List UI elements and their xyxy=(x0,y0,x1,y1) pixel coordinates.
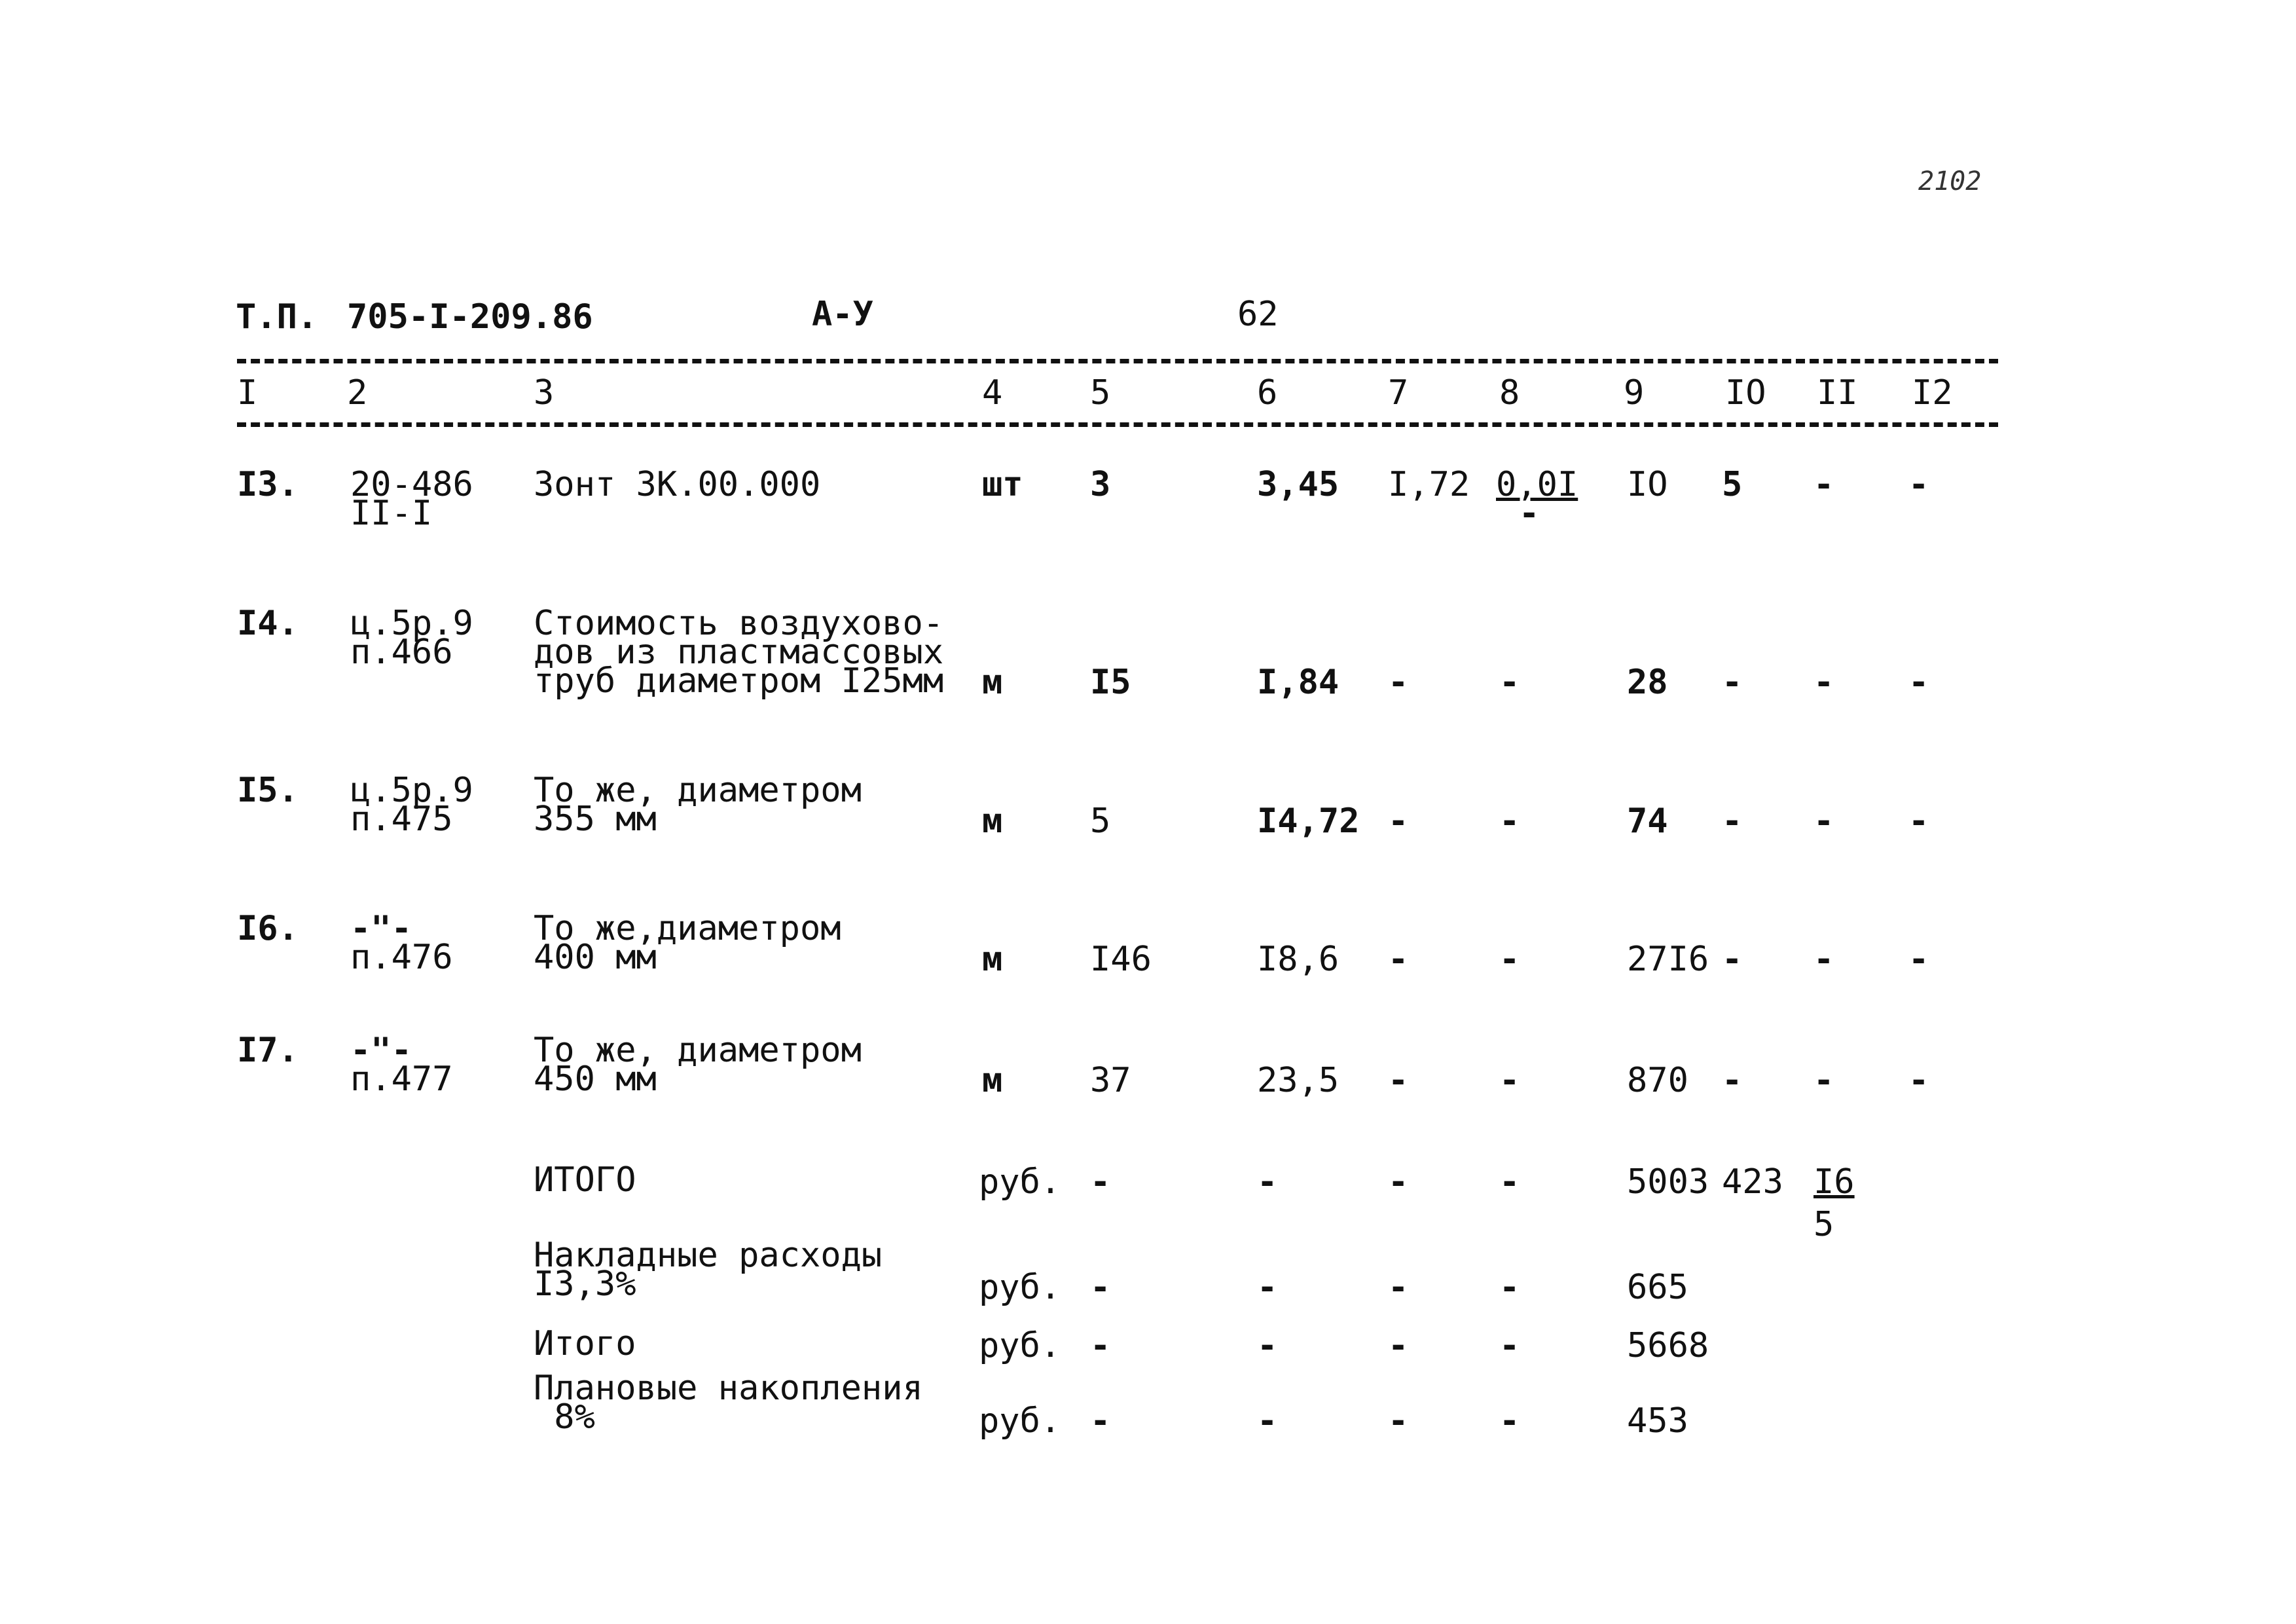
row-col10: 5 xyxy=(1722,465,1743,504)
column-number: I xyxy=(237,373,258,413)
total-col9: 5003 xyxy=(1627,1162,1709,1202)
total-label: ИТОГО xyxy=(534,1160,636,1200)
row-ref: -"- xyxy=(350,909,412,948)
row-col9: 27I6 xyxy=(1627,940,1709,979)
row-col8-sub: - xyxy=(1519,494,1540,533)
row-col7: - xyxy=(1388,663,1409,702)
row-number: I7. xyxy=(237,1031,299,1070)
planned-col6: - xyxy=(1257,1401,1278,1441)
row-col12: - xyxy=(1908,663,1929,702)
corner-note: 2102 xyxy=(1918,166,1982,196)
planned-rate: 8% xyxy=(534,1397,595,1437)
subtotal-col6: - xyxy=(1257,1326,1278,1365)
total-col11-sub: 5 xyxy=(1813,1205,1834,1244)
column-number: 9 xyxy=(1624,373,1645,413)
row-number: I4. xyxy=(237,604,299,643)
column-number: I2 xyxy=(1912,373,1953,413)
row-ref: п.475 xyxy=(350,800,453,839)
row-desc: 450 мм xyxy=(534,1060,657,1099)
row-price: 3,45 xyxy=(1257,465,1339,504)
row-qty: I5 xyxy=(1090,663,1131,702)
total-col5: - xyxy=(1090,1162,1111,1202)
row-col9: 74 xyxy=(1627,802,1668,841)
row-col11: - xyxy=(1813,940,1834,979)
header-rule-top xyxy=(237,359,1998,363)
row-ref: п.476 xyxy=(350,938,453,977)
planned-col9: 453 xyxy=(1627,1401,1688,1441)
subtotal-col8: - xyxy=(1499,1326,1520,1365)
planned-col5: - xyxy=(1090,1401,1111,1441)
doc-section: А-У xyxy=(812,295,873,334)
overhead-unit: руб. xyxy=(979,1268,1061,1307)
overhead-col7: - xyxy=(1388,1268,1409,1307)
row-desc: То же, диаметром xyxy=(534,1031,862,1070)
row-col11: - xyxy=(1813,1061,1834,1100)
planned-col8: - xyxy=(1499,1401,1520,1441)
row-col12: - xyxy=(1908,802,1929,841)
column-number: IO xyxy=(1725,373,1766,413)
row-ref: ц.5р.9 xyxy=(350,771,473,810)
row-unit: м xyxy=(982,802,1003,841)
row-desc: Зонт ЗК.00.000 xyxy=(534,465,821,504)
row-qty: 5 xyxy=(1090,802,1111,841)
row-col11: - xyxy=(1813,802,1834,841)
row-col10: - xyxy=(1722,1061,1743,1100)
row-ref: п.477 xyxy=(350,1060,453,1099)
row-col11: - xyxy=(1813,465,1834,504)
row-col10: - xyxy=(1722,663,1743,702)
row-col12: - xyxy=(1908,940,1929,979)
column-number: II xyxy=(1817,373,1858,413)
column-number: 6 xyxy=(1257,373,1278,413)
planned-unit: руб. xyxy=(979,1401,1061,1441)
doc-code-prefix: Т.П. xyxy=(236,297,318,337)
row-col9: 28 xyxy=(1627,663,1668,702)
row-ref: ц.5р.9 xyxy=(350,604,473,643)
row-col12: - xyxy=(1908,465,1929,504)
subtotal-col7: - xyxy=(1388,1326,1409,1365)
row-col10: - xyxy=(1722,802,1743,841)
planned-label: Плановые накопления xyxy=(534,1369,923,1408)
row-col10: - xyxy=(1722,940,1743,979)
total-col10: 423 xyxy=(1722,1162,1783,1202)
row-number: I3. xyxy=(237,465,299,504)
row-desc: 400 мм xyxy=(534,938,657,977)
row-unit: м xyxy=(982,940,1003,979)
column-number: 3 xyxy=(534,373,555,413)
column-number: 5 xyxy=(1090,373,1111,413)
row-desc: Стоимость воздухово- xyxy=(534,604,944,643)
row-desc: То же,диаметром xyxy=(534,909,841,948)
row-col8: 0,0I xyxy=(1496,465,1578,504)
subtotal-col9: 5668 xyxy=(1627,1326,1709,1365)
column-number: 8 xyxy=(1499,373,1520,413)
row-col7: - xyxy=(1388,802,1409,841)
row-price: I8,6 xyxy=(1257,940,1339,979)
row-number: I6. xyxy=(237,909,299,948)
row-col7: - xyxy=(1388,1061,1409,1100)
row-col8: - xyxy=(1499,940,1520,979)
overhead-col8: - xyxy=(1499,1268,1520,1307)
row-col7: I,72 xyxy=(1388,465,1470,504)
row-desc: труб диаметром I25мм xyxy=(534,661,944,701)
row-col8: - xyxy=(1499,802,1520,841)
row-col9: IO xyxy=(1627,465,1668,504)
total-col8: - xyxy=(1499,1162,1520,1202)
overhead-col6: - xyxy=(1257,1268,1278,1307)
row-col7: - xyxy=(1388,940,1409,979)
row-ref: II-I xyxy=(350,494,433,533)
row-col12: - xyxy=(1908,1061,1929,1100)
row-desc: То же, диаметром xyxy=(534,771,862,810)
row-col9: 870 xyxy=(1627,1061,1688,1100)
row-col8: - xyxy=(1499,663,1520,702)
subtotal-label: Итого xyxy=(534,1324,636,1363)
column-number: 2 xyxy=(347,373,368,413)
subtotal-unit: руб. xyxy=(979,1326,1061,1365)
planned-col7: - xyxy=(1388,1401,1409,1441)
total-col6: - xyxy=(1257,1162,1278,1202)
row-ref: -"- xyxy=(350,1031,412,1070)
row-ref: 20-486 xyxy=(350,465,473,504)
overhead-rate: I3,3% xyxy=(534,1264,636,1304)
page-number: 62 xyxy=(1237,295,1279,334)
row-col8: - xyxy=(1499,1061,1520,1100)
row-qty: I46 xyxy=(1090,940,1152,979)
column-number: 4 xyxy=(982,373,1003,413)
row-unit: м xyxy=(982,1061,1003,1100)
row-desc: 355 мм xyxy=(534,800,657,839)
row-price: 23,5 xyxy=(1257,1061,1339,1100)
row-price: I4,72 xyxy=(1257,802,1360,841)
row-qty: 3 xyxy=(1090,465,1111,504)
row-desc: дов из пластмассовых xyxy=(534,633,944,672)
row-unit: м xyxy=(982,663,1003,702)
overhead-col5: - xyxy=(1090,1268,1111,1307)
row-price: I,84 xyxy=(1257,663,1339,702)
total-col7: - xyxy=(1388,1162,1409,1202)
overhead-col9: 665 xyxy=(1627,1268,1688,1307)
column-number: 7 xyxy=(1388,373,1409,413)
row-number: I5. xyxy=(237,771,299,810)
row-qty: 37 xyxy=(1090,1061,1131,1100)
total-col11: I6 xyxy=(1813,1162,1855,1202)
total-unit: руб. xyxy=(979,1162,1061,1202)
row-ref: п.466 xyxy=(350,633,453,672)
row-unit: шт xyxy=(982,465,1023,504)
subtotal-col5: - xyxy=(1090,1326,1111,1365)
doc-code: 705-I-209.86 xyxy=(347,297,593,337)
row-col11: - xyxy=(1813,663,1834,702)
overhead-label: Накладные расходы xyxy=(534,1236,883,1275)
header-rule-bottom xyxy=(237,422,1998,427)
